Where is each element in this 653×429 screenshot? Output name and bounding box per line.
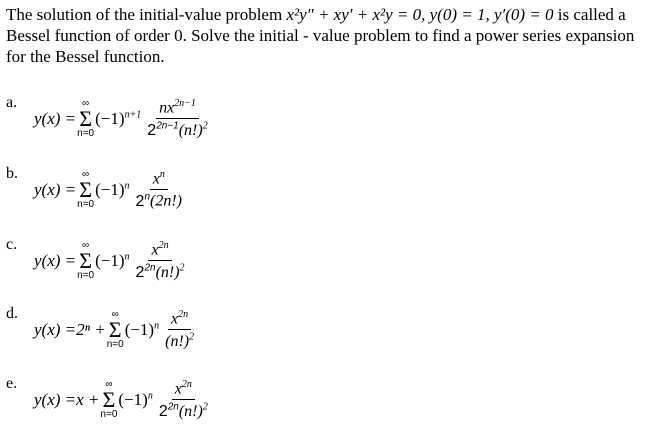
sign-term: $(-1)^{n+1}$ [95, 108, 142, 128]
option-letter: c. [6, 236, 18, 253]
factorial-exponent: 2 [202, 401, 208, 413]
denominator-base: 2$^n$ [135, 191, 150, 210]
summation-symbol [77, 99, 94, 139]
fraction-numerator: $x^{2n}$ [172, 379, 195, 400]
fraction [133, 240, 188, 282]
sum-upper-limit: ∞ [105, 378, 113, 390]
sum-sign: Σ [79, 105, 93, 131]
sum-upper-limit: ∞ [82, 239, 90, 251]
option-letter: d. [6, 305, 18, 322]
denominator-factorial: (2n!) [150, 192, 182, 210]
sign-exponent: n [124, 180, 130, 192]
summation-symbol [107, 310, 124, 350]
numerator-exponent: 2n [178, 309, 189, 320]
option-letter: b. [6, 165, 18, 182]
fraction-numerator: $x^{2n}$ [148, 240, 171, 261]
question-text [6, 4, 651, 67]
sum-upper-limit: ∞ [111, 308, 119, 320]
fraction-denominator [133, 190, 185, 210]
sum-lower-limit: n=0 [77, 198, 95, 210]
sum-sign: Σ [102, 386, 116, 412]
factorial-exponent: 2 [179, 262, 185, 274]
fraction-denominator [133, 261, 188, 281]
denominator-factorial: $(n!)^2$ [178, 401, 208, 420]
denominator-base: $2^{2n}$ [135, 262, 156, 281]
denominator-factorial: $(n!)^2$ [165, 331, 195, 350]
sum-sign: Σ [79, 247, 93, 273]
numerator-exponent: n [159, 169, 165, 180]
sign-term: $(-1)^n$ [118, 389, 153, 409]
option-formula [34, 240, 191, 282]
sign-exponent: n [154, 320, 160, 332]
fraction-numerator: $x^{2n}$ [168, 309, 191, 330]
fraction [133, 169, 185, 211]
formula-lhs: y(x) = [34, 108, 77, 128]
sum-lower-limit: n=0 [100, 408, 118, 420]
denominator-factorial: $(n!)^2$ [155, 262, 185, 281]
option-formula [34, 169, 188, 211]
sign-exponent: n+1 [124, 109, 142, 121]
sign-term: $(-1)^n$ [95, 179, 130, 199]
denominator-base: $2^{2n-1}$ [147, 120, 179, 139]
formula-prefix: x + [76, 389, 100, 409]
fraction-numerator: $nx^{2n-1}$ [156, 98, 199, 119]
option-letter: e. [6, 375, 18, 392]
numerator-exponent: 2n [158, 240, 169, 251]
numerator-exponent: 2n [181, 379, 192, 390]
fraction-denominator [156, 400, 211, 420]
denominator-factorial: $(n!)^2$ [178, 120, 208, 139]
summation-symbol [77, 170, 94, 210]
numerator-exponent: 2n−1 [174, 98, 196, 109]
option-formula [34, 379, 214, 421]
question-lead: The solution of the initial-value problem [6, 5, 287, 24]
sign-term: $(-1)^n$ [124, 319, 160, 339]
denominator-exponent: 2n−1 [156, 120, 179, 132]
denominator-exponent: 2n [167, 401, 179, 413]
question-equation: x²y″ + xy′ + x²y = 0, y(0) = 1, y′(0) = 0 [286, 5, 554, 24]
formula-lhs: y(x) = [34, 250, 77, 270]
formula-lhs: y(x) = [34, 179, 77, 199]
sign-exponent: n [124, 251, 130, 263]
sign-term: $(-1)^n$ [95, 250, 130, 270]
sum-lower-limit: n=0 [77, 269, 95, 281]
formula-lhs: y(x) = [34, 319, 77, 339]
fraction-denominator [144, 119, 210, 139]
sum-upper-limit: ∞ [82, 168, 90, 180]
factorial-exponent: 2 [189, 331, 195, 343]
sign-exponent: n [147, 390, 153, 402]
fraction-denominator [162, 330, 197, 350]
summation-symbol [77, 241, 94, 281]
sum-sign: Σ [108, 316, 122, 342]
fraction [156, 379, 211, 421]
formula-prefix: 2ⁿ + [76, 319, 106, 339]
denominator-exponent: n [144, 191, 150, 203]
sum-upper-limit: ∞ [82, 97, 90, 109]
fraction [162, 309, 197, 351]
denominator-base: $2^{2n}$ [158, 401, 179, 420]
sum-lower-limit: n=0 [77, 127, 95, 139]
summation-symbol [100, 380, 117, 420]
factorial-exponent: 2 [202, 120, 208, 132]
option-letter: a. [6, 94, 18, 111]
option-formula [34, 309, 200, 351]
sum-sign: Σ [79, 176, 93, 202]
sum-lower-limit: n=0 [106, 338, 124, 350]
fraction [144, 98, 210, 140]
option-formula [34, 98, 214, 140]
question-tail: is called a Bessel function of order 0. Solve the initial - value problem to find a power series expansion for the Bessel function. [6, 5, 635, 66]
formula-lhs: y(x) = [34, 389, 77, 409]
denominator-exponent: 2n [144, 262, 156, 274]
fraction-numerator: $x^n$ [150, 169, 168, 190]
